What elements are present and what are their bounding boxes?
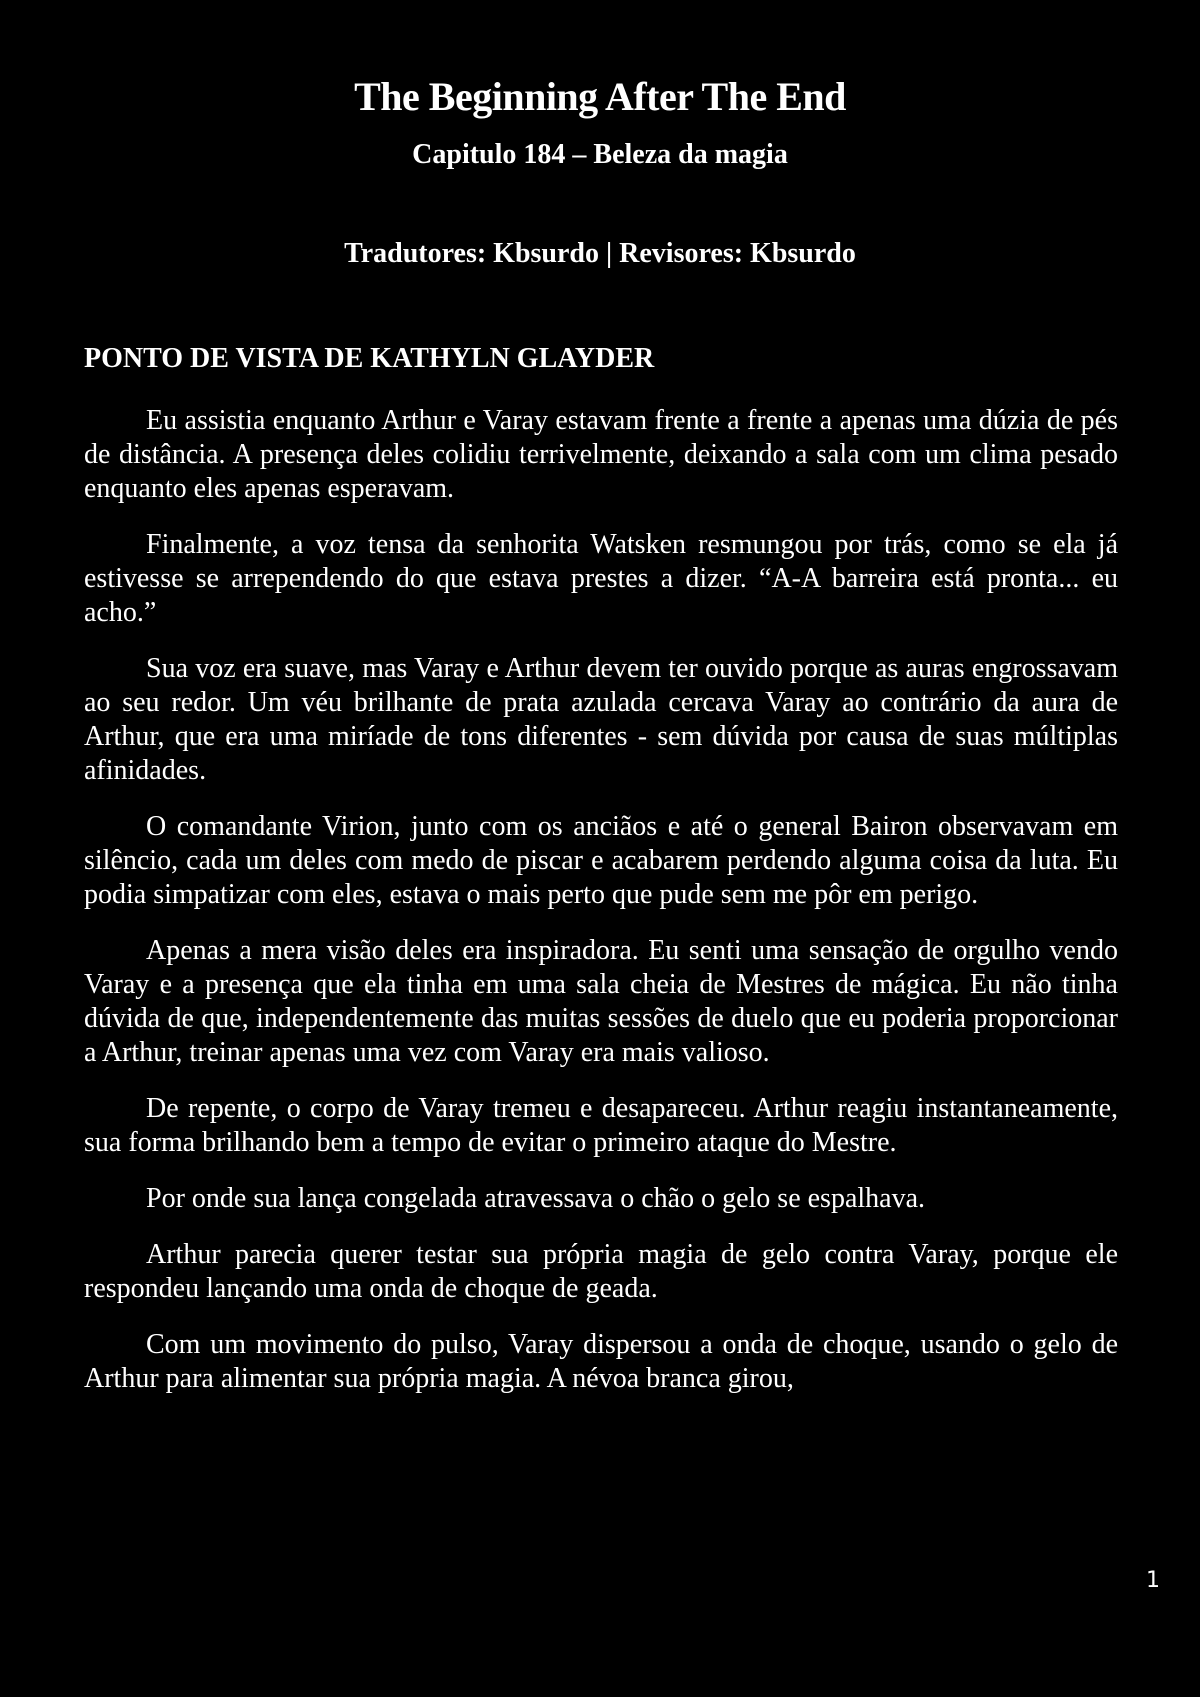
paragraph: Apenas a mera visão deles era inspiradora. Eu senti uma sensação de orgulho vendo Varay e a presença que ela tinha em uma sala cheia de Mestres de mágica. Eu não tinha dúvida de que, independentemente das muitas sessões de duelo que eu poderia proporcionar a Arthur, treinar apenas uma vez com Varay era mais valioso.	[84, 935, 1118, 1068]
paragraph: Finalmente, a voz tensa da senhorita Watsken resmungou por trás, como se ela já estivesse se arrependendo do que estava prestes a dizer. “A-A barreira está pronta... eu acho.”	[84, 529, 1118, 628]
chapter-title: Capitulo 184 – Beleza da magia	[412, 139, 788, 170]
paragraph: Por onde sua lança congelada atravessava o chão o gelo se espalhava.	[146, 1183, 926, 1214]
paragraph: Arthur parecia querer testar sua própria magia de gelo contra Varay, porque ele respondeu lançando uma onda de choque de geada.	[84, 1239, 1118, 1304]
paragraph: Sua voz era suave, mas Varay e Arthur devem ter ouvido porque as auras engrossavam ao seu redor. Um véu brilhante de prata azulada cercava Varay ao contrário da aura de Arthur, que era uma miríade de tons diferentes - sem dúvida por causa de suas múltiplas afinidades.	[84, 653, 1118, 786]
chapter-body	[84, 404, 1118, 1418]
book-title: The Beginning After The End	[354, 74, 846, 119]
section-heading: PONTO DE VISTA DE KATHYLN GLAYDER	[84, 343, 655, 374]
paragraph: Com um movimento do pulso, Varay dispersou a onda de choque, usando o gelo de Arthur para alimentar sua própria magia. A névoa branca girou,	[84, 1329, 1118, 1394]
page-number: 1	[1146, 1568, 1160, 1593]
paragraph: O comandante Virion, junto com os anciãos e até o general Bairon observavam em silêncio, cada um deles com medo de piscar e acabarem perdendo alguma coisa da luta. Eu podia simpatizar com eles, estava o mais perto que pude sem me pôr em perigo.	[84, 811, 1118, 910]
paragraph: Eu assistia enquanto Arthur e Varay estavam frente a frente a apenas uma dúzia de pés de distância. A presença deles colidiu terrivelmente, deixando a sala com um clima pesado enquanto eles apenas esperavam.	[84, 405, 1118, 504]
paragraph: De repente, o corpo de Varay tremeu e desapareceu. Arthur reagiu instantaneamente, sua forma brilhando bem a tempo de evitar o primeiro ataque do Mestre.	[84, 1093, 1118, 1158]
translator-credits: Tradutores: Kbsurdo | Revisores: Kbsurdo	[344, 238, 856, 269]
